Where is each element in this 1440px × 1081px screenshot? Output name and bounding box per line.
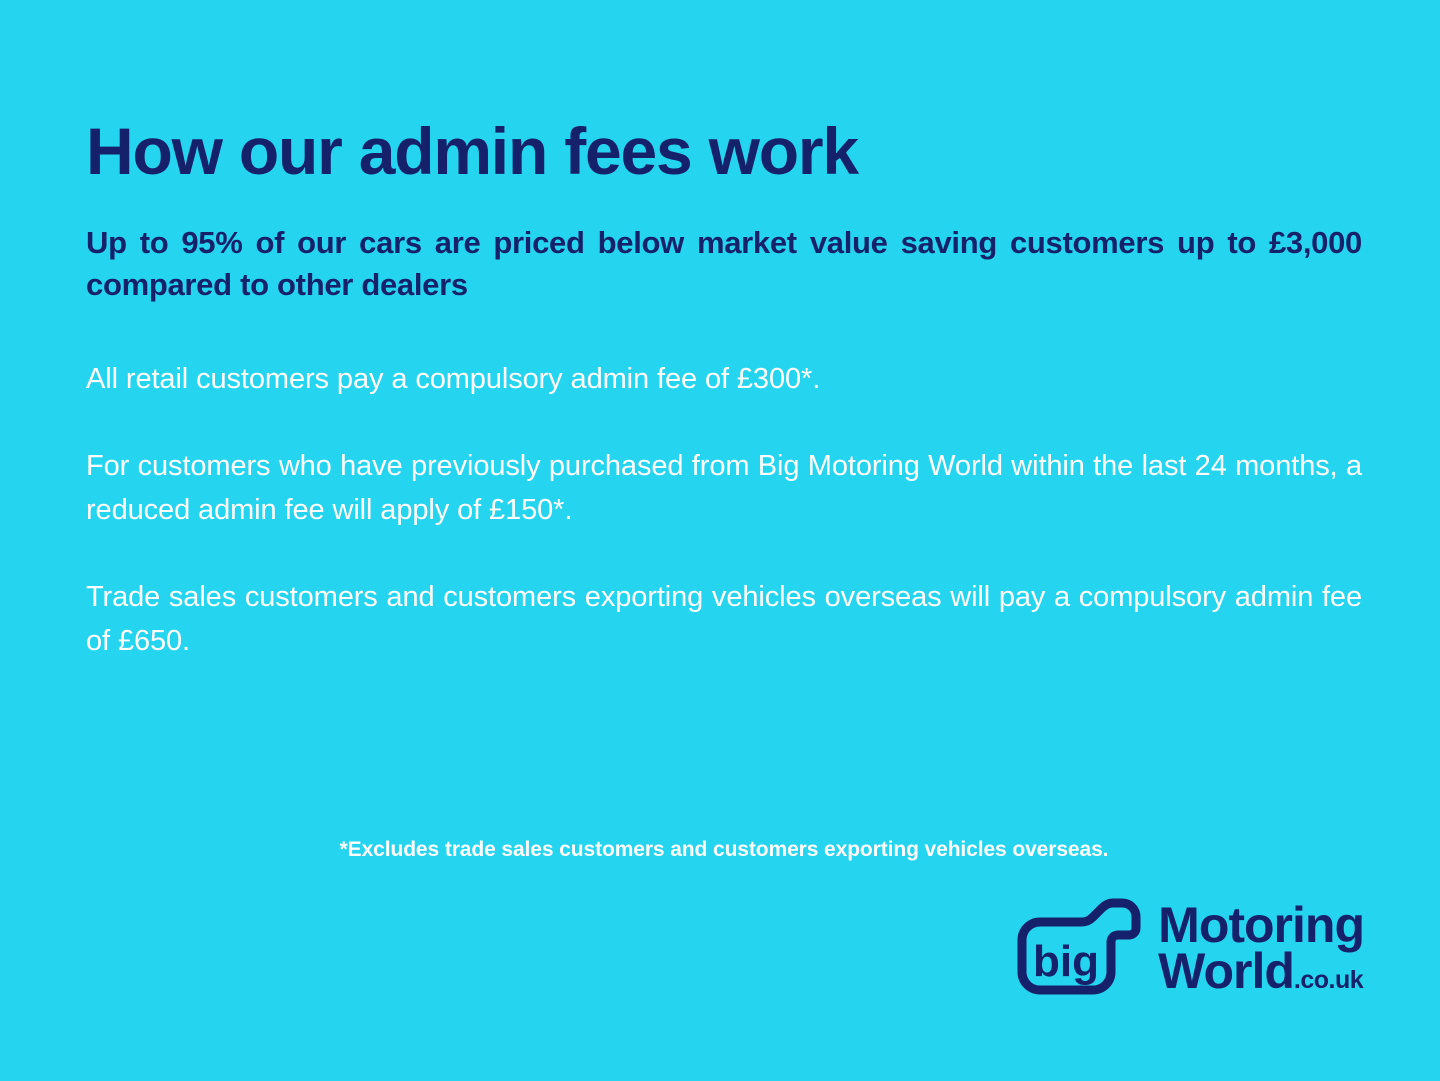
footnote-text: *Excludes trade sales customers and customers exporting vehicles overseas.: [339, 838, 1109, 861]
slide-content: [86, 0, 1362, 663]
big-wordmark: big: [1033, 937, 1100, 986]
brand-logo: [1012, 896, 1364, 1000]
paragraph-returning-customer-fee: For customers who have previously purchased from Big Motoring World within the last 24 months, a reduced admin fee will apply of £150*.: [86, 450, 1362, 526]
paragraph-retail-fee: All retail customers pay a compulsory admin fee of £300*.: [86, 362, 821, 395]
page-title: How our admin fees work: [86, 114, 858, 188]
big-car-icon: [1012, 896, 1144, 1000]
logo-word-world: World: [1158, 943, 1294, 999]
logo-word-world-line: [1158, 943, 1364, 999]
logo-word-motoring: Motoring: [1158, 897, 1364, 953]
paragraph-trade-export-fee: Trade sales customers and customers exporting vehicles overseas will pay a compulsory admin fee of £650.: [86, 581, 1362, 657]
logo-tld: .co.uk: [1293, 966, 1364, 994]
subheading: Up to 95% of our cars are priced below market value saving customers up to £3,000 compared to other dealers: [86, 225, 1362, 302]
logo-wordmark: [1158, 897, 1364, 999]
